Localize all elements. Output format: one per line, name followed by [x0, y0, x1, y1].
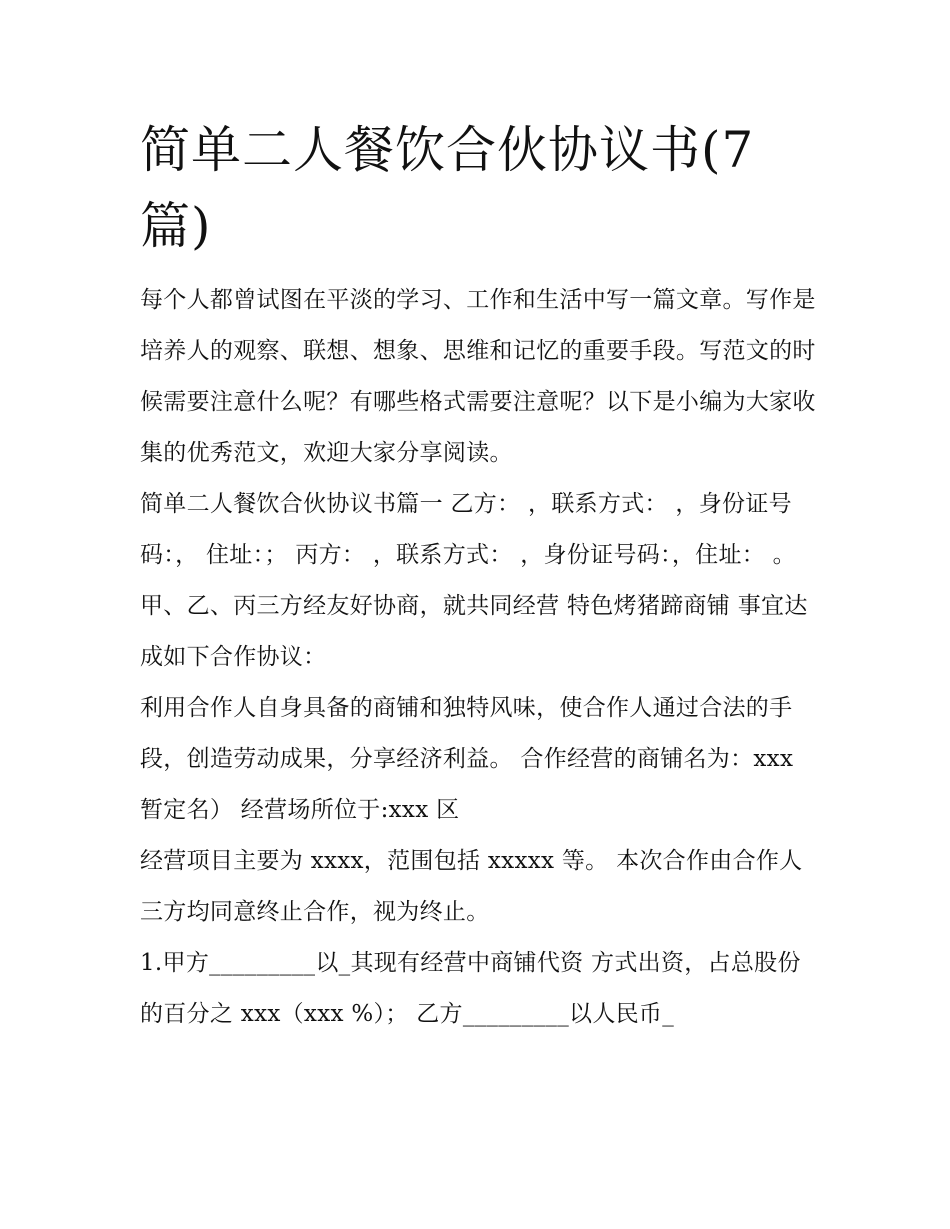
- business-scope-paragraph: 经营项目主要为 xxxx，范围包括 xxxxx 等。 本次合作由合作人三方均同意终止合作，视为终止。: [140, 848, 803, 925]
- document-body: [140, 275, 820, 1040]
- capital-clause-paragraph: 1.甲方_________以_其现有经营中商铺代资 方式出资，占总股份的百分之 xxx（xxx %）； 乙方_________以人民币_: [140, 950, 801, 1027]
- agreement-intro-paragraph: 甲、乙、丙三方经友好协商，就共同经营 特色烤猪蹄商铺 事宜达成如下合作协议：: [140, 593, 808, 670]
- parties-paragraph: 简单二人餐饮合伙协议书篇一 乙方： ，联系方式： ，身份证号码：， 住址：； 丙方： ，联系方式： ，身份证号码：，住址： 。: [140, 491, 796, 568]
- title-line-2: 篇): [140, 197, 212, 255]
- title-line-1: 简单二人餐饮合伙协议书(7: [140, 121, 755, 179]
- document-title: [140, 112, 780, 264]
- intro-paragraph: 每个人都曾试图在平淡的学习、工作和生活中写一篇文章。写作是培养人的观察、联想、想象、思维和记忆的重要手段。写范文的时候需要注意什么呢？有哪些格式需要注意呢？以下是小编为大家收集的优秀范文，欢迎大家分享阅读。: [140, 287, 816, 466]
- purpose-paragraph: 利用合作人自身具备的商铺和独特风味，使合作人通过合法的手段，创造劳动成果，分享经济利益。 合作经营的商铺名为：xxx 暂定名） 经营场所位于:xxx 区: [140, 695, 794, 823]
